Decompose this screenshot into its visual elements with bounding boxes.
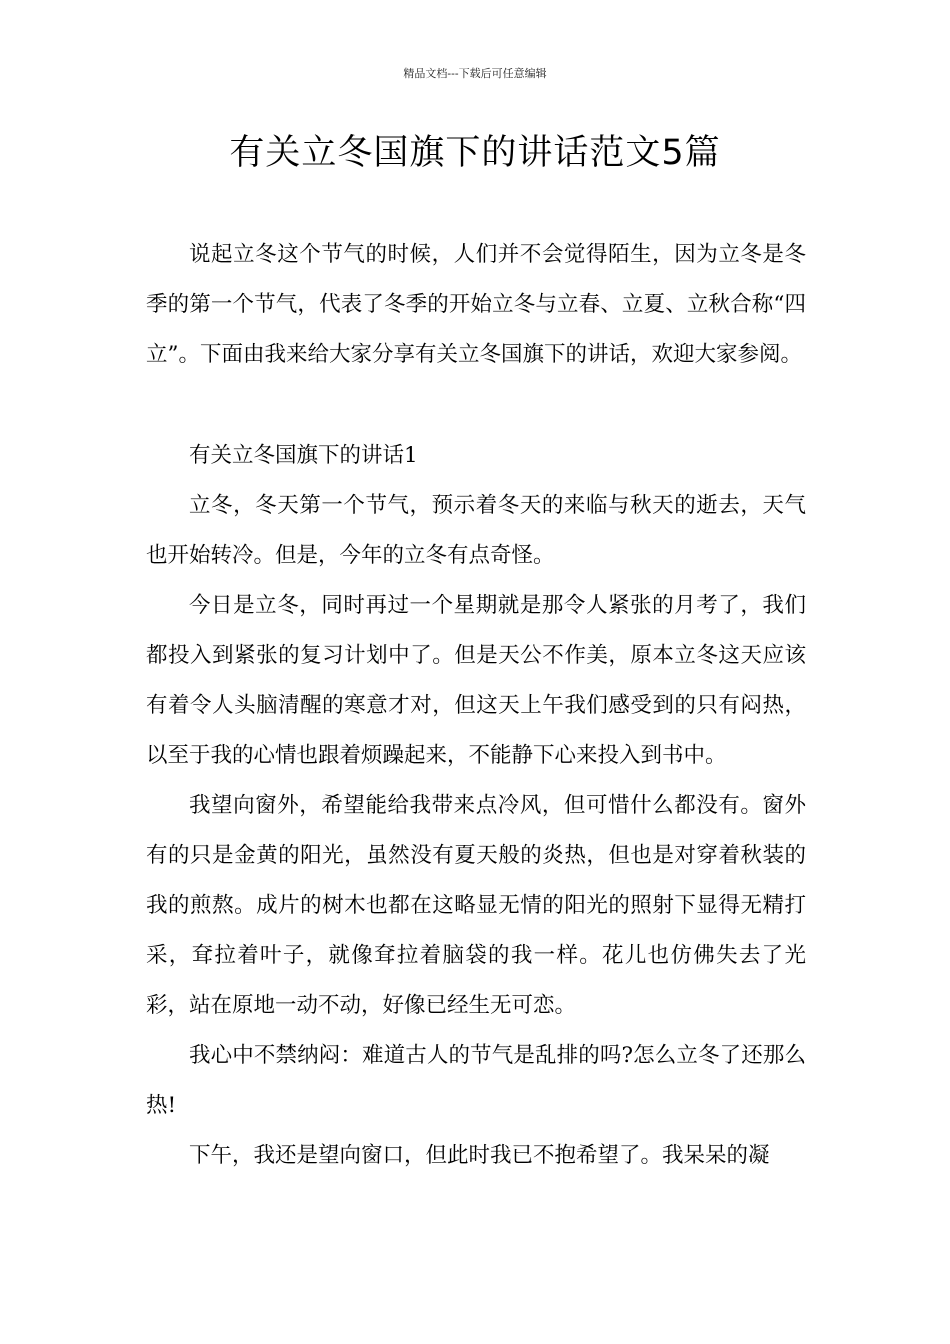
section1-paragraph-1: 立冬，冬天第一个节气，预示着冬天的来临与秋天的逝去，天气也开始转冷。但是，今年的立冬有点奇怪。 — [146, 493, 806, 568]
header-note: 精品文档---下载后可任意编辑 — [403, 67, 547, 80]
document-body — [146, 230, 806, 1181]
section1-paragraph-5: 下午，我还是望向窗口，但此时我已不抱希望了。我呆呆的凝 — [189, 1143, 770, 1168]
intro-paragraph: 说起立冬这个节气的时候，人们并不会觉得陌生，因为立冬是冬季的第一个节气，代表了冬季的开始立冬与立春、立夏、立秋合称“四立”。下面由我来给大家分享有关立冬国旗下的讲话，欢迎大家参阅。 — [146, 242, 806, 367]
section1-paragraph-4: 我心中不禁纳闷：难道古人的节气是乱排的吗?怎么立冬了还那么热! — [146, 1043, 806, 1118]
section1-paragraph-2: 今日是立冬，同时再过一个星期就是那令人紧张的月考了，我们都投入到紧张的复习计划中了。但是天公不作美，原本立冬这天应该有着令人头脑清醒的寒意才对，但这天上午我们感受到的只有闷热，以至于我的心情也跟着烦躁起来，不能静下心来投入到书中。 — [146, 593, 806, 768]
section-heading-1: 有关立冬国旗下的讲话1 — [189, 443, 418, 468]
section1-paragraph-3: 我望向窗外，希望能给我带来点冷风，但可惜什么都没有。窗外有的只是金黄的阳光，虽然没有夏天般的炎热，但也是对穿着秋装的我的煎熬。成片的树木也都在这略显无情的阳光的照射下显得无精打采，耷拉着叶子，就像耷拉着脑袋的我一样。花儿也仿佛失去了光彩，站在原地一动不动，好像已经生无可恋。 — [146, 793, 806, 1018]
document-title: 有关立冬国旗下的讲话范文5篇 — [229, 133, 721, 173]
